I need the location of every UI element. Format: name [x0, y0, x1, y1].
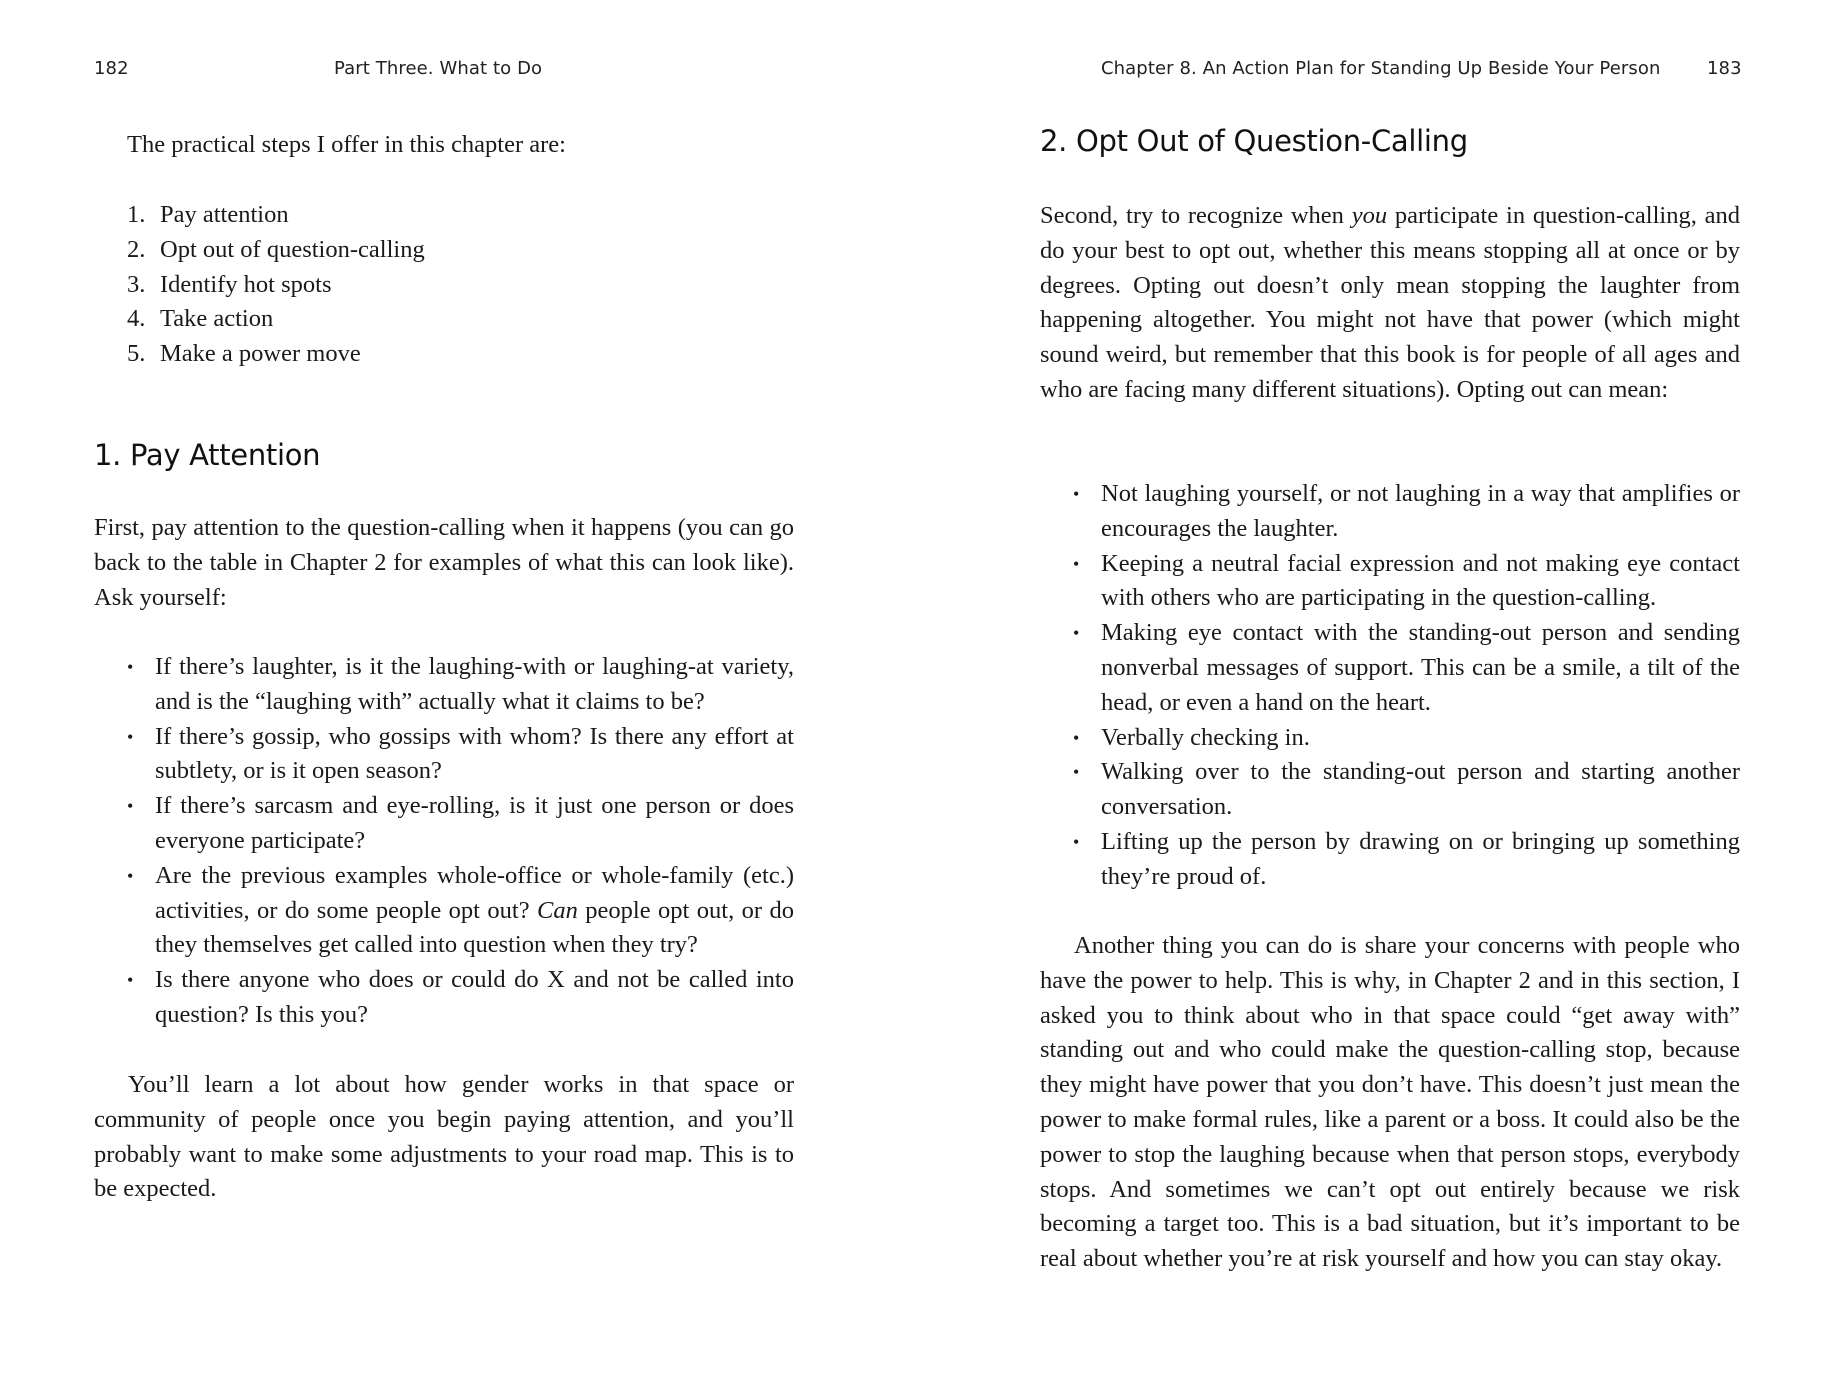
list-item-text: Are the previous examples whole-office or whole-family (etc.) activities, or do some people opt out? [155, 861, 794, 924]
right-page [912, 0, 1825, 1400]
list-item-text: Not laughing yourself, or not laughing in a way that amplifies or encourages the laughter. [1101, 480, 1740, 542]
list-item-text: Walking over to the standing-out person and starting another conversation. [1101, 758, 1740, 821]
left-page [0, 0, 912, 1400]
bullet-icon: • [1073, 831, 1080, 852]
bullet-icon: • [1073, 623, 1080, 644]
bullet-icon: • [1073, 727, 1080, 748]
list-item-text: Identify hot spots [160, 270, 332, 298]
list-number: 2. [127, 235, 146, 263]
list-number: 1. [127, 201, 146, 228]
list-item [127, 233, 425, 268]
list-item-text: Making eye contact with the standing-out person and sending nonverbal messages of support. This can be a smile, a tilt of the head, or even a hand on the heart. [1101, 619, 1740, 716]
list-item [127, 963, 794, 1033]
list-item [127, 720, 794, 790]
closing-paragraph-left: You’ll learn a lot about how gender works in that space or community of people once you begin paying attention, and you’ll probably want to make some adjustments to your road map. This is to be expected. [94, 1071, 794, 1203]
section-heading-pay-attention: 1. Pay Attention [94, 438, 321, 472]
bullet-icon: • [1073, 762, 1080, 783]
bullet-icon: • [1073, 484, 1080, 504]
list-item [1073, 825, 1740, 895]
page-number-left: 182 [94, 58, 129, 79]
emphasis-text: you [1351, 202, 1388, 229]
list-item-text: Pay attention [160, 201, 289, 228]
steps-list [127, 198, 425, 372]
list-item-text: Opt out of question-calling [160, 235, 425, 263]
list-item [1073, 616, 1740, 720]
bullet-icon: • [127, 657, 134, 677]
closing-paragraph-right: Another thing you can do is share your concerns with people who have the power to help. This is why, in Chapter 2 and in this section, I asked you to think about who in that space could “get away with” standing out and who could make the question-calling stop, because they might have power that you don’t have. This doesn’t just mean the power to make formal rules, like a parent or a boss. It could also be the power to stop the laughing because when that person stops, everybody stops. And sometimes we can’t opt out entirely because we risk becoming a target too. This is a bad situation, but it’s important to be real about whether you’re at risk yourself and how you can stay okay. [1040, 932, 1740, 1273]
running-head-left: Part Three. What to Do [334, 58, 543, 79]
emphasis-text: Can [537, 896, 578, 924]
bullet-icon: • [127, 970, 134, 991]
page-number-right: 183 [1707, 58, 1742, 79]
running-head-right: Chapter 8. An Action Plan for Standing Up Beside Your Person [1101, 58, 1661, 79]
list-item [1073, 547, 1740, 617]
list-item-text: people opt out, or do they themselves get called into question when they try? [155, 896, 795, 959]
list-item-text: Make a power move [160, 340, 361, 368]
list-item-text: If there’s sarcasm and eye-rolling, is it just one person or does everyone participate? [155, 792, 794, 854]
list-item [1073, 477, 1740, 547]
bullet-icon: • [127, 865, 134, 886]
bullet-icon: • [1073, 553, 1080, 574]
list-item-text: Verbally checking in. [1101, 723, 1310, 751]
list-item-text: If there’s gossip, who gossips with whom? Is there any effort at subtlety, or is it open season? [155, 722, 794, 785]
list-item-text: Take action [160, 305, 274, 333]
list-item [127, 650, 794, 720]
pay-attention-paragraph: First, pay attention to the question-calling when it happens (you can go back to the table in Chapter 2 for examples of what this can look like). Ask yourself: [94, 514, 794, 611]
list-item [127, 268, 425, 303]
list-item-text: Keeping a neutral facial expression and not making eye contact with others who are participating in the question-calling. [1101, 549, 1740, 612]
intro-paragraph: The practical steps I offer in this chapter are: [127, 131, 566, 158]
opt-out-paragraph [1040, 199, 1740, 408]
section-heading-opt-out: 2. Opt Out of Question-Calling [1040, 124, 1468, 158]
list-item [1073, 721, 1740, 756]
list-number: 3. [127, 270, 146, 298]
ask-yourself-list [127, 650, 794, 1033]
list-item-text: Lifting up the person by drawing on or bringing up something they’re proud of. [1101, 827, 1740, 890]
list-item [127, 337, 425, 372]
list-item-text: Is there anyone who does or could do X and not be called into question? Is this you? [155, 966, 794, 1028]
list-item [127, 302, 425, 337]
list-item [127, 789, 794, 859]
bullet-icon: • [127, 796, 134, 817]
opting-out-list [1073, 477, 1740, 895]
list-item [1073, 755, 1740, 825]
bullet-icon: • [127, 726, 134, 747]
list-item-text: If there’s laughter, is it the laughing-with or laughing-at variety, and is the “laughing with” actually what it claims to be? [155, 653, 794, 715]
list-item [127, 859, 794, 963]
paragraph-text: Second, try to recognize when [1040, 202, 1352, 229]
list-number: 4. [127, 305, 146, 333]
list-number: 5. [127, 340, 146, 368]
paragraph-text: participate in question-calling, and do your best to opt out, whether this means stopping all at once or by degrees. Opting out doesn’t only mean stopping the laughter from happening altogether. You might not have that power (which might sound weird, but remember that this book is for people of all ages and who are facing many different situations). Opting out can mean: [1040, 202, 1740, 403]
list-item [127, 198, 425, 233]
